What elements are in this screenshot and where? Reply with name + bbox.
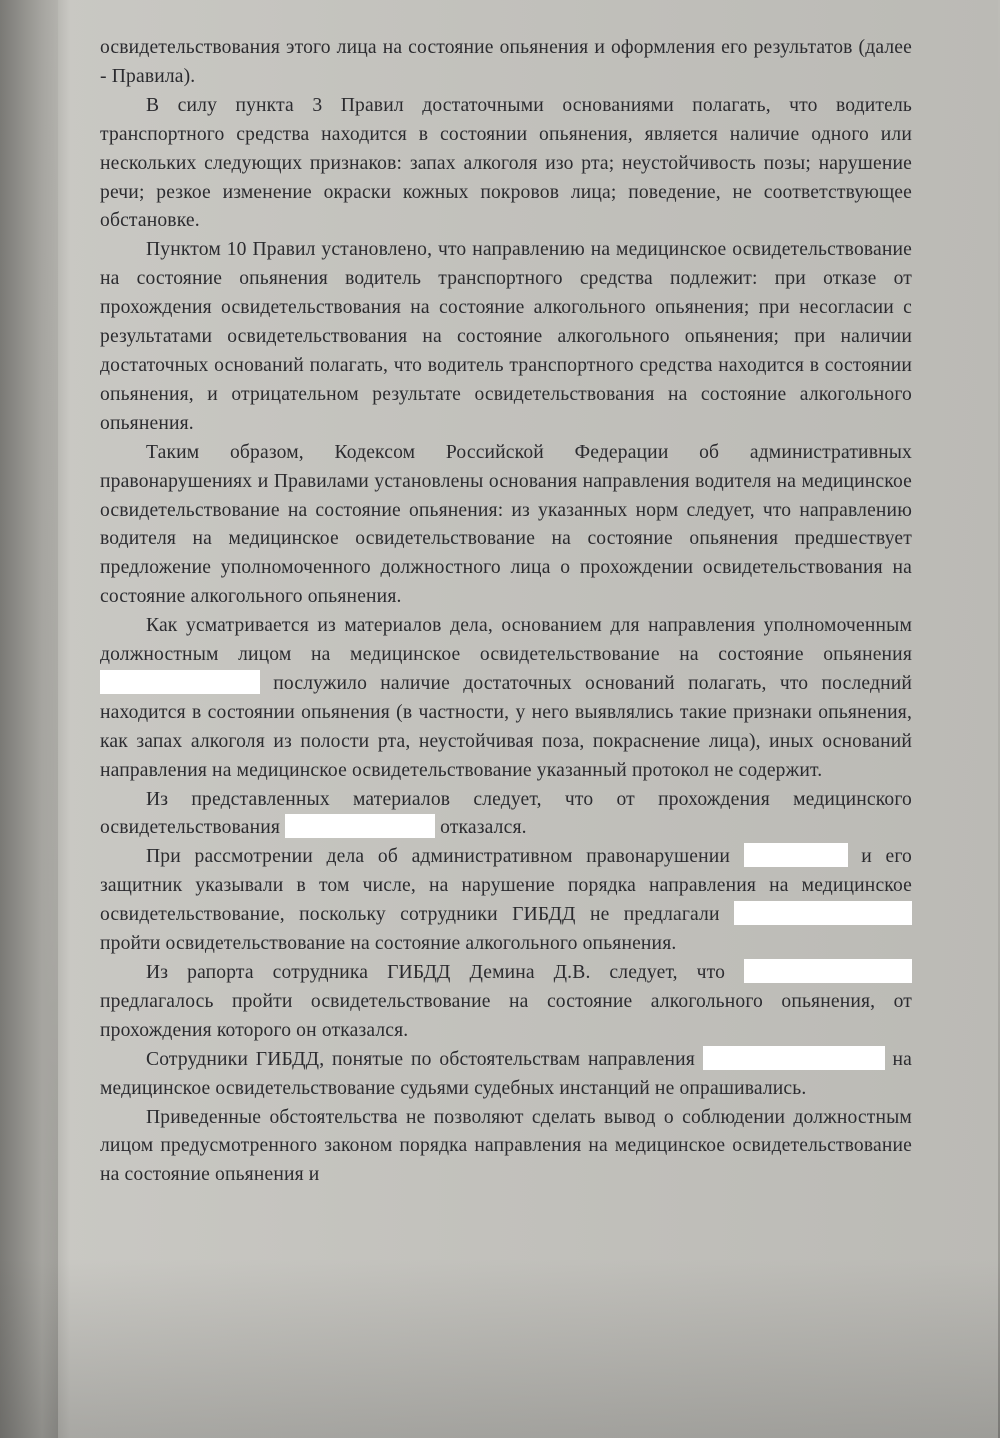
paragraph — [100, 1104, 912, 1191]
text-segment: Сотрудники ГИБДД, понятые по обстоятельствам направления — [146, 1048, 703, 1070]
text-segment: При рассмотрении дела об административном правонарушении — [146, 846, 744, 868]
paragraph — [100, 1046, 912, 1104]
redaction-box — [744, 959, 912, 983]
paragraph — [100, 786, 912, 844]
paragraph — [100, 843, 912, 959]
paper-edge-shadow — [0, 0, 70, 1438]
text-segment: Пунктом 10 Правил установлено, что направлению на медицинское освидетельствование на состояние опьянения водитель транспортного средства подлежит: при отказе от прохождения освидетельствования на состояние алкогольного опьянения; при несогласии с результатами освидетельствования на состояние алкогольного опьянения; при наличии достаточных оснований полагать, что водитель транспортного средства находится в состоянии опьянения, и отрицательном результате освидетельствования на состояние алкогольного опьянения. — [100, 239, 912, 434]
text-segment: Как усматривается из материалов дела, основанием для направления уполномоченным должностным лицом на медицинское освидетельствование на состояние опьянения — [100, 615, 912, 666]
redaction-box — [100, 670, 260, 694]
text-segment: и его защитник указывали в том числе, на нарушение порядка направления на медицинское освидетельствование, поскольку сотрудники ГИБДД не предлагали — [100, 846, 912, 926]
text-segment: предлагалось пройти освидетельствование на состояние алкогольного опьянения, от прохождения которого он отказался. — [100, 990, 912, 1041]
text-segment: В силу пункта 3 Правил достаточными основаниями полагать, что водитель транспортного средства находится в состоянии опьянения, является наличие одного или нескольких следующих признаков: запах алкоголя изо рта; неустойчивость позы; нарушение речи; резкое изменение окраски кожных покровов лица; поведение, не соответствующее обстановке. — [100, 94, 912, 232]
paragraph — [100, 612, 912, 785]
paragraph — [100, 439, 912, 612]
paragraph — [100, 92, 912, 237]
text-segment: освидетельствования этого лица на состояние опьянения и оформления его результатов (далее - Правила). — [100, 37, 912, 87]
text-segment: пройти освидетельствование на состояние алкогольного опьянения. — [100, 933, 677, 955]
redaction-box — [734, 901, 912, 925]
text-segment: Из рапорта сотрудника ГИБДД Демина Д.В. следует, что — [146, 962, 744, 983]
text-segment: отказался. — [435, 817, 527, 839]
paragraph — [100, 34, 912, 92]
document-body — [100, 34, 912, 1190]
text-segment: Приведенные обстоятельства не позволяют сделать вывод о соблюдении должностным лицом предусмотренного законом порядка направления на медицинское освидетельствование на состояние опьянения и — [100, 1106, 912, 1186]
photo-vignette — [0, 1258, 1000, 1438]
redaction-box — [285, 814, 435, 838]
text-segment: Из представленных материалов следует, что от прохождения медицинского освидетельствования — [100, 788, 912, 839]
redaction-box — [703, 1046, 885, 1070]
text-segment: Таким образом, Кодексом Российской Федерации об административных правонарушениях и Правилами установлены основания направления водителя на медицинское освидетельствование на состояние опьянения: из указанных норм следует, что направлению водителя на медицинское освидетельствование на состояние опьянения предшествует предложение уполномоченного должностного лица о прохождении освидетельствования на состояние алкогольного опьянения. — [100, 441, 912, 608]
paragraph — [100, 959, 912, 1046]
redaction-box — [744, 843, 848, 867]
text-segment: послужило наличие достаточных оснований полагать, что последний находится в состоянии опьянения (в частности, у него выявлялись такие признаки опьянения, как запах алкоголя из полости рта, неустойчивая поза, покраснение лица), иных оснований направления на медицинское освидетельствование указанный протокол не содержит. — [100, 672, 912, 781]
text-segment: на медицинское освидетельствование судьями судебных инстанций не опрашивались. — [100, 1048, 913, 1099]
paragraph — [100, 236, 912, 438]
